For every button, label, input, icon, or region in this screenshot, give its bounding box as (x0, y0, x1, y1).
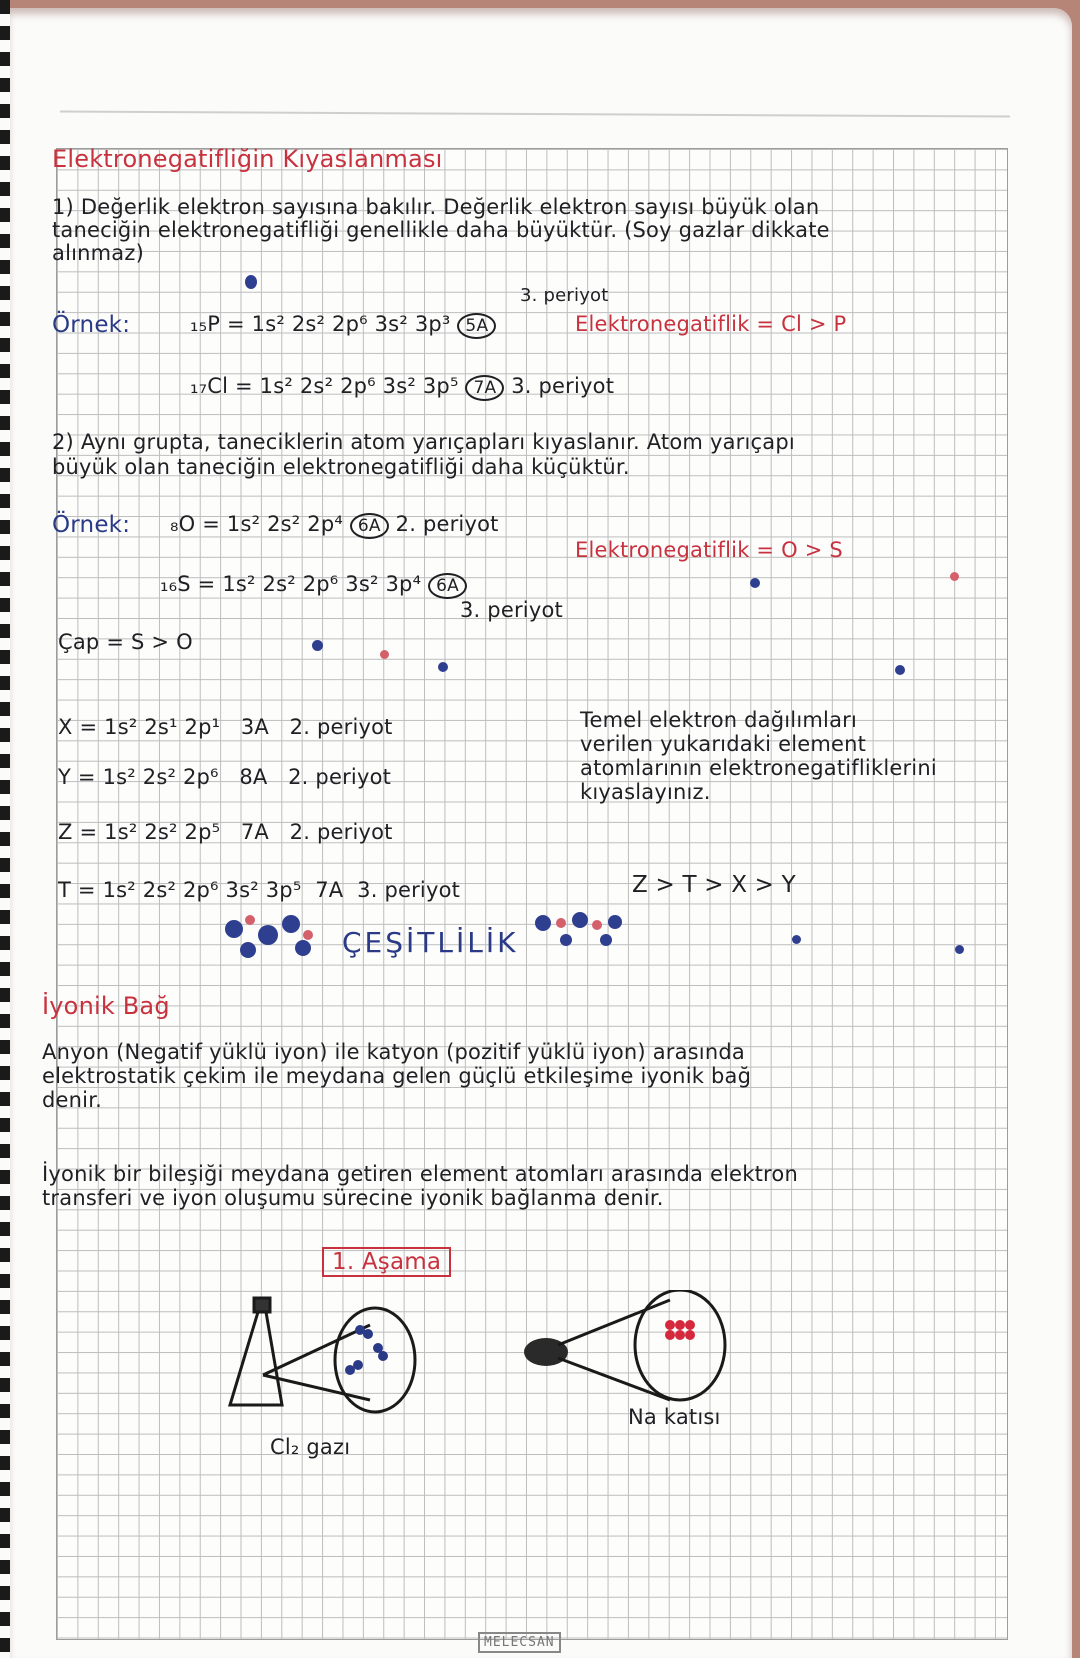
sticker-dot (572, 912, 588, 928)
sticker-dot (303, 930, 313, 940)
o-config-text: ₈O = 1s² 2s² 2p⁴ (170, 512, 343, 536)
config: T = 1s² 2s² 2p⁶ 3s² 3p⁵ (58, 878, 302, 902)
rule1-line3: alınmaz) (52, 241, 144, 265)
sticker-dot (608, 915, 622, 929)
scatter-dot (750, 578, 760, 588)
stage-label-box: 1. Aşama (322, 1247, 451, 1277)
flask-icon (230, 1298, 370, 1405)
scatter-dot (438, 662, 448, 672)
rule1-line2: taneciğin elektronegatifliği genellikle daha büyüktür. (Soy gazlar dikkate (52, 218, 830, 242)
radius-comparison: Çap = S > O (58, 630, 193, 654)
s-config-text: ₁₆S = 1s² 2s² 2p⁶ 3s² 3p⁴ (160, 572, 422, 596)
sticker-dot (560, 934, 572, 946)
cl-period: 3. periyot (511, 374, 615, 398)
section-title-electronegativity: Elektronegatifliğin Kıyaslanması (52, 145, 443, 173)
cl2-gas-label: Cl₂ gazı (270, 1435, 351, 1459)
scatter-dot (955, 945, 964, 954)
group: 7A (240, 820, 270, 844)
cl-group-badge: 7A (465, 375, 504, 401)
question-line2: verilen yukarıdaki element (580, 732, 867, 756)
magnifier-circle-left (335, 1308, 415, 1412)
def1-line3: denir. (42, 1088, 102, 1112)
scatter-dot (895, 665, 905, 675)
exercise-answer: Z > T > X > Y (632, 872, 796, 898)
sticker-dot (258, 925, 278, 945)
spiral-binding (0, 0, 10, 1658)
rule1-line1: 1) Değerlik elektron sayısına bakılır. Değerlik elektron sayısı büyük olan (52, 195, 820, 219)
rule2-line2: büyük olan taneciğin elektronegatifliği daha küçüktür. (52, 455, 630, 479)
p-config-text: ₁₅P = 1s² 2s² 2p⁶ 3s² 3p³ (190, 312, 451, 336)
group: 8A (239, 765, 268, 789)
sticker-dot (535, 915, 551, 931)
def2-line2: transferi ve iyon oluşumu sürecine iyonik bağlanma denir. (42, 1186, 664, 1210)
p-config (190, 312, 496, 339)
def1-line2: elektrostatik çekim ile meydana gelen güçlü etkileşime iyonik bağ (42, 1064, 752, 1088)
group: 7A (315, 878, 344, 902)
s-config (160, 572, 467, 599)
config: X = 1s² 2s¹ 2p¹ (58, 715, 221, 739)
s-group-badge: 6A (428, 573, 467, 599)
scatter-dot (380, 650, 389, 659)
section-title-ionic-bond: İyonik Bağ (42, 992, 170, 1020)
period: 3. periyot (357, 878, 461, 902)
exercise-row-t (58, 878, 460, 902)
cl-config (190, 374, 614, 401)
group: 3A (240, 715, 270, 739)
question-line1: Temel elektron dağılımları (580, 708, 858, 732)
stage-label (322, 1247, 451, 1277)
header-rule (60, 111, 1010, 118)
sticker-dot (225, 920, 243, 938)
example2-result: Elektronegatiflik = O > S (575, 538, 843, 562)
brand-logo: MELECSAN (478, 1632, 561, 1653)
config: Z = 1s² 2s² 2p⁵ (58, 820, 221, 844)
period: 2. periyot (288, 765, 392, 789)
def2-line1: İyonik bir bileşiği meydana getiren element atomları arasında elektron (42, 1162, 798, 1186)
sticker-dot (240, 942, 256, 958)
example1-label: Örnek: (52, 312, 131, 338)
scatter-dot (792, 935, 801, 944)
scatter-dot (950, 572, 959, 581)
magnifier-circle-right (635, 1290, 725, 1400)
question-line3: atomlarının elektronegatifliklerini (580, 756, 937, 780)
period: 2. periyot (289, 820, 393, 844)
na-solid-label: Na katısı (628, 1405, 721, 1429)
exercise-row-x (58, 715, 393, 739)
example1-result: Elektronegatiflik = Cl > P (575, 312, 847, 336)
sticker-dot (592, 920, 602, 930)
rule2-line1: 2) Aynı grupta, taneciklerin atom yarıçapları kıyaslanır. Atom yarıçapı (52, 430, 795, 454)
o-group-badge: 6A (350, 513, 389, 539)
period: 2. periyot (289, 715, 393, 739)
sticker-dot (556, 918, 566, 928)
o-config (170, 512, 499, 539)
o-period: 2. periyot (395, 512, 499, 536)
def1-line1: Anyon (Negatif yüklü iyon) ile katyon (pozitif yüklü iyon) arasında (42, 1040, 745, 1064)
example2-label: Örnek: (52, 512, 131, 538)
example1-period-note: 3. periyot (520, 285, 609, 306)
scatter-dot (245, 275, 257, 289)
na-lattice (665, 1320, 695, 1340)
question-line4: kıyaslayınız. (580, 780, 711, 804)
scatter-dot (312, 640, 323, 651)
p-group-badge: 5A (457, 313, 496, 339)
sticker-dot (295, 940, 311, 956)
sticker-dot (600, 934, 612, 946)
config: Y = 1s² 2s² 2p⁶ (58, 765, 219, 789)
cl-config-text: ₁₇Cl = 1s² 2s² 2p⁶ 3s² 3p⁵ (190, 374, 459, 398)
sticker-dot (282, 915, 300, 933)
exercise-row-y (58, 765, 391, 789)
s-period: 3. periyot (460, 598, 563, 622)
sticker-text: ÇEŞİTLİLİK (342, 926, 519, 959)
sticker-dot (245, 915, 255, 925)
exercise-row-z (58, 820, 393, 844)
